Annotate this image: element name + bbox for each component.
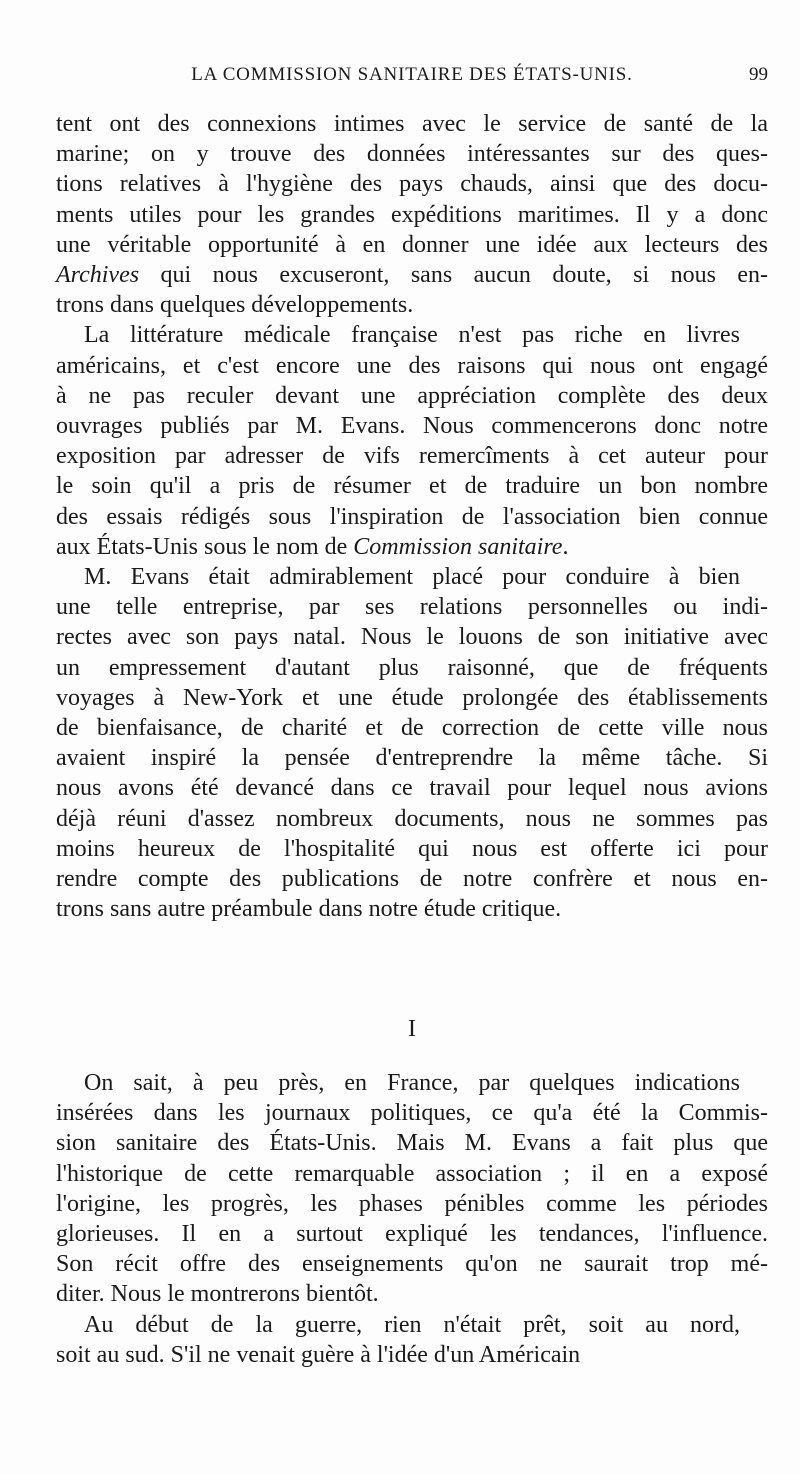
section-heading: I (408, 1016, 416, 1042)
paragraph-2 (56, 320, 768, 562)
text-line: glorieuses. Il en a surtout expliqué les tendances, l'influence. (56, 1221, 768, 1248)
paragraph-4 (56, 1068, 768, 1310)
text-line: de bienfaisance, de charité et de correction de cette ville nous (56, 715, 768, 742)
text-line: M. Evans était admirablement placé pour conduire à bien (84, 564, 740, 591)
paragraph-5 (56, 1310, 768, 1370)
text-line: tions relatives à l'hygiène des pays chauds, ainsi que des docu- (56, 171, 768, 198)
text-line: insérées dans les journaux politiques, ce qu'a été la Commis- (56, 1100, 768, 1127)
text-line: à ne pas reculer devant une appréciation complète des deux (56, 382, 768, 409)
text-line: diter. Nous le montrerons bientôt. (56, 1281, 379, 1308)
text-line: américains, et c'est encore une des raisons qui nous ont engagé (56, 352, 768, 379)
text-line: trons sans autre préambule dans notre étude critique. (56, 896, 562, 923)
text-line: l'historique de cette remarquable association ; il en a exposé (56, 1160, 768, 1187)
text-line: On sait, à peu près, en France, par quelques indications (84, 1070, 740, 1096)
text-block-bottom (56, 1068, 768, 1370)
page-number: 99 (749, 64, 768, 85)
text-line: une véritable opportunité à en donner une idée aux lecteurs des (56, 231, 768, 258)
running-head (56, 64, 768, 94)
journal-title: Archives (56, 262, 140, 289)
text-line: ouvrages publiés par M. Evans. Nous commencerons donc notre (56, 413, 768, 440)
running-title: LA COMMISSION SANITAIRE DES ÉTATS-UNIS. (191, 64, 633, 85)
text-line: rectes avec son pays natal. Nous le louons de son initiative avec (56, 624, 768, 651)
text-line: nous avons été devancé dans ce travail pour lequel nous avions (56, 775, 768, 802)
text-line: avaient inspiré la pensée d'entreprendre la même tâche. Si (56, 745, 768, 772)
text-line: déjà réuni d'assez nombreux documents, nous ne sommes pas (56, 805, 768, 832)
text-line: des essais rédigés sous l'inspiration de l'association bien connue (56, 503, 768, 530)
text-line: marine; on y trouve des données intéressantes sur des ques- (56, 141, 768, 168)
commission-name: Commission sanitaire (353, 533, 563, 560)
text-block-top (56, 109, 768, 924)
paragraph-3 (56, 562, 768, 924)
text-line: trons dans quelques développements. (56, 292, 414, 319)
text-line: La littérature médicale française n'est pas riche en livres (84, 322, 740, 349)
text-line: tent ont des connexions intimes avec le service de santé de la (56, 111, 768, 137)
text-line-italic-lead: Archives qui nous excuseront, sans aucun doute, si nous en- (56, 262, 768, 289)
text-line: voyages à New-York et une étude prolongée des établissements (56, 684, 768, 711)
text-line: Son récit offre des enseignements qu'on ne saurait trop mé- (56, 1251, 768, 1278)
text-line: le soin qu'il a pris de résumer et de traduire un bon nombre (56, 473, 768, 500)
text-line-italic-tail: aux États-Unis sous le nom de Commission sanitaire. (56, 533, 569, 560)
text-line: rendre compte des publications de notre confrère et nous en- (56, 866, 768, 893)
text-line: moins heureux de l'hospitalité qui nous est offerte ici pour (56, 835, 768, 862)
text-line: l'origine, les progrès, les phases pénibles comme les périodes (56, 1190, 768, 1217)
paragraph-1 (56, 109, 768, 320)
text-line: Au début de la guerre, rien n'était prêt, soit au nord, (84, 1311, 740, 1338)
text-line: une telle entreprise, par ses relations personnelles ou indi- (56, 594, 768, 621)
text-line: sion sanitaire des États-Unis. Mais M. Evans a fait plus que (56, 1130, 768, 1157)
text-line: soit au sud. S'il ne venait guère à l'idée d'un Américain (56, 1341, 581, 1368)
text-line: un empressement d'autant plus raisonné, que de fréquents (56, 654, 768, 681)
text-line: exposition par adresser de vifs remercîments à cet auteur pour (56, 443, 768, 470)
text-line: ments utiles pour les grandes expéditions maritimes. Il y a donc (56, 201, 768, 228)
